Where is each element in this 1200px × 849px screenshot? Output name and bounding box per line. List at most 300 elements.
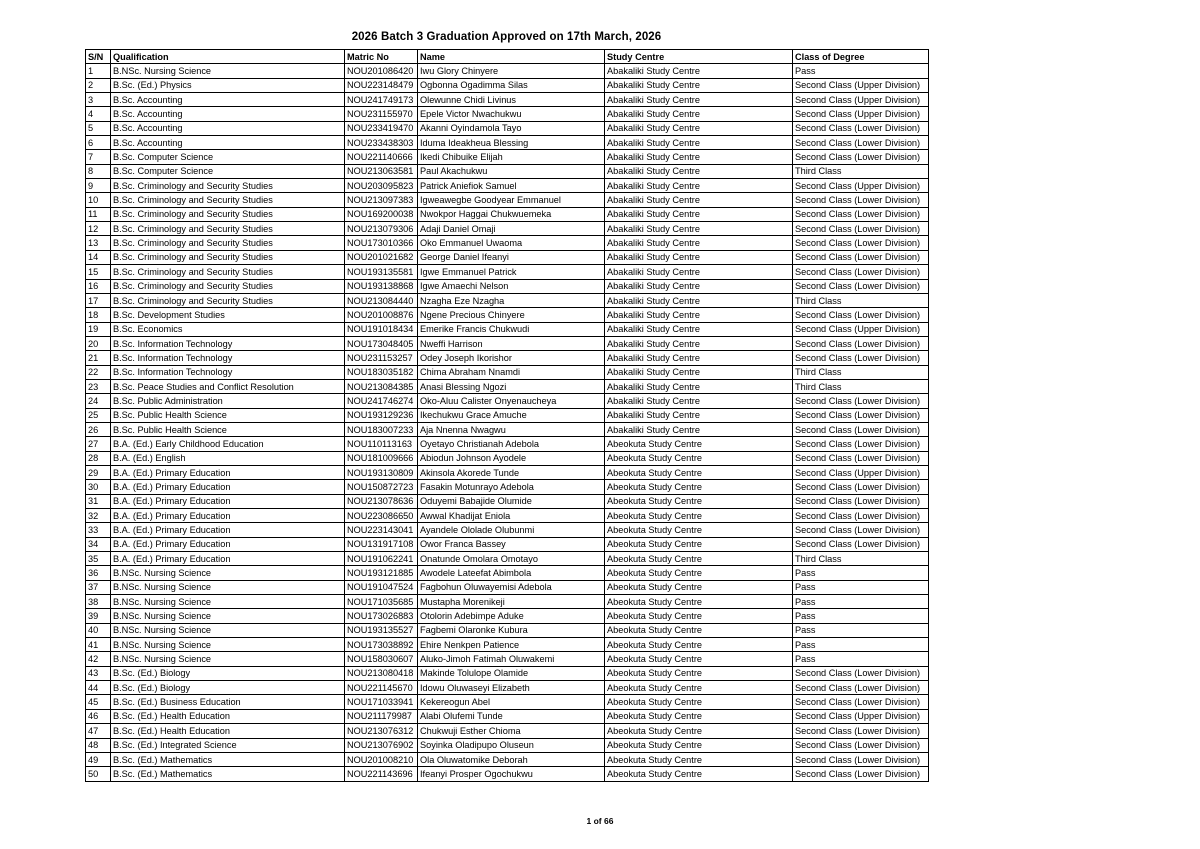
cell-matric-no: NOU221145670 xyxy=(345,681,418,695)
table-row xyxy=(86,752,929,766)
table-row xyxy=(86,351,929,365)
cell-class-of-degree: Pass xyxy=(793,580,929,594)
cell-qualification: B.Sc. Criminology and Security Studies xyxy=(111,236,345,250)
table-row xyxy=(86,681,929,695)
cell-study-centre: Abeokuta Study Centre xyxy=(605,638,793,652)
cell-name: Oduyemi Babajide Olumide xyxy=(418,494,605,508)
cell-qualification: B.Sc. (Ed.) Mathematics xyxy=(111,767,345,781)
cell-name: Iduma Ideakheua Blessing xyxy=(418,136,605,150)
cell-study-centre: Abeokuta Study Centre xyxy=(605,666,793,680)
cell-sn: 22 xyxy=(86,365,111,379)
cell-matric-no: NOU173038892 xyxy=(345,638,418,652)
cell-sn: 6 xyxy=(86,136,111,150)
cell-name: Fagbemi Olaronke Kubura xyxy=(418,623,605,637)
cell-qualification: B.Sc. (Ed.) Health Education xyxy=(111,709,345,723)
cell-matric-no: NOU158030607 xyxy=(345,652,418,666)
cell-sn: 33 xyxy=(86,523,111,537)
cell-name: Olewunne Chidi Livinus xyxy=(418,93,605,107)
cell-sn: 29 xyxy=(86,465,111,479)
cell-class-of-degree: Second Class (Lower Division) xyxy=(793,279,929,293)
cell-sn: 40 xyxy=(86,623,111,637)
cell-name: Igwe Emmanuel Patrick xyxy=(418,265,605,279)
cell-qualification: B.Sc. Public Health Science xyxy=(111,422,345,436)
cell-matric-no: NOU213080418 xyxy=(345,666,418,680)
cell-name: Adaji Daniel Omaji xyxy=(418,222,605,236)
cell-class-of-degree: Second Class (Upper Division) xyxy=(793,93,929,107)
cell-class-of-degree: Pass xyxy=(793,638,929,652)
cell-class-of-degree: Second Class (Lower Division) xyxy=(793,767,929,781)
cell-name: Odey Joseph Ikorishor xyxy=(418,351,605,365)
table-row xyxy=(86,451,929,465)
cell-class-of-degree: Second Class (Lower Division) xyxy=(793,480,929,494)
table-row xyxy=(86,738,929,752)
cell-qualification: B.NSc. Nursing Science xyxy=(111,652,345,666)
cell-qualification: B.NSc. Nursing Science xyxy=(111,64,345,78)
cell-qualification: B.A. (Ed.) Primary Education xyxy=(111,494,345,508)
column-header-sn: S/N xyxy=(86,50,111,64)
cell-qualification: B.Sc. Criminology and Security Studies xyxy=(111,293,345,307)
cell-class-of-degree: Second Class (Lower Division) xyxy=(793,336,929,350)
table-row xyxy=(86,207,929,221)
cell-study-centre: Abeokuta Study Centre xyxy=(605,523,793,537)
cell-qualification: B.Sc. (Ed.) Business Education xyxy=(111,695,345,709)
cell-class-of-degree: Second Class (Lower Division) xyxy=(793,236,929,250)
cell-name: Ifeanyi Prosper Ogochukwu xyxy=(418,767,605,781)
table-row xyxy=(86,394,929,408)
table-row xyxy=(86,422,929,436)
cell-qualification: B.A. (Ed.) Primary Education xyxy=(111,552,345,566)
cell-study-centre: Abakaliki Study Centre xyxy=(605,150,793,164)
table-row xyxy=(86,336,929,350)
cell-sn: 3 xyxy=(86,93,111,107)
cell-qualification: B.Sc. (Ed.) Biology xyxy=(111,681,345,695)
cell-class-of-degree: Pass xyxy=(793,566,929,580)
cell-study-centre: Abeokuta Study Centre xyxy=(605,580,793,594)
cell-study-centre: Abeokuta Study Centre xyxy=(605,752,793,766)
cell-matric-no: NOU213076312 xyxy=(345,724,418,738)
cell-study-centre: Abakaliki Study Centre xyxy=(605,422,793,436)
cell-study-centre: Abeokuta Study Centre xyxy=(605,537,793,551)
cell-name: George Daniel Ifeanyi xyxy=(418,250,605,264)
cell-matric-no: NOU150872723 xyxy=(345,480,418,494)
cell-study-centre: Abeokuta Study Centre xyxy=(605,465,793,479)
cell-study-centre: Abeokuta Study Centre xyxy=(605,709,793,723)
cell-qualification: B.A. (Ed.) Primary Education xyxy=(111,465,345,479)
cell-class-of-degree: Second Class (Lower Division) xyxy=(793,121,929,135)
cell-study-centre: Abeokuta Study Centre xyxy=(605,623,793,637)
cell-name: Iwu Glory Chinyere xyxy=(418,64,605,78)
cell-matric-no: NOU201086420 xyxy=(345,64,418,78)
cell-matric-no: NOU171035685 xyxy=(345,595,418,609)
table-row xyxy=(86,709,929,723)
cell-class-of-degree: Second Class (Lower Division) xyxy=(793,422,929,436)
cell-name: Soyinka Oladipupo Oluseun xyxy=(418,738,605,752)
table-row xyxy=(86,265,929,279)
cell-name: Patrick Aniefiok Samuel xyxy=(418,179,605,193)
cell-class-of-degree: Second Class (Lower Division) xyxy=(793,308,929,322)
table-row xyxy=(86,279,929,293)
cell-class-of-degree: Third Class xyxy=(793,552,929,566)
cell-class-of-degree: Second Class (Lower Division) xyxy=(793,351,929,365)
cell-name: Nweffi Harrison xyxy=(418,336,605,350)
cell-qualification: B.NSc. Nursing Science xyxy=(111,595,345,609)
cell-name: Paul Akachukwu xyxy=(418,164,605,178)
table-header xyxy=(86,50,929,64)
cell-matric-no: NOU183035182 xyxy=(345,365,418,379)
cell-study-centre: Abakaliki Study Centre xyxy=(605,265,793,279)
cell-matric-no: NOU193129236 xyxy=(345,408,418,422)
cell-qualification: B.Sc. Peace Studies and Conflict Resolution xyxy=(111,379,345,393)
cell-matric-no: NOU241746274 xyxy=(345,394,418,408)
cell-matric-no: NOU193130809 xyxy=(345,465,418,479)
cell-name: Ikechukwu Grace Amuche xyxy=(418,408,605,422)
cell-matric-no: NOU213097383 xyxy=(345,193,418,207)
cell-sn: 7 xyxy=(86,150,111,164)
table-row xyxy=(86,480,929,494)
table-row xyxy=(86,322,929,336)
cell-study-centre: Abakaliki Study Centre xyxy=(605,193,793,207)
cell-qualification: B.Sc. Public Administration xyxy=(111,394,345,408)
table-row xyxy=(86,566,929,580)
cell-study-centre: Abakaliki Study Centre xyxy=(605,64,793,78)
cell-class-of-degree: Second Class (Lower Division) xyxy=(793,738,929,752)
cell-qualification: B.Sc. (Ed.) Physics xyxy=(111,78,345,92)
table-row xyxy=(86,93,929,107)
table-row xyxy=(86,107,929,121)
cell-class-of-degree: Pass xyxy=(793,652,929,666)
column-header-study-centre: Study Centre xyxy=(605,50,793,64)
column-header-class-of-degree: Class of Degree xyxy=(793,50,929,64)
cell-matric-no: NOU201008210 xyxy=(345,752,418,766)
cell-class-of-degree: Second Class (Lower Division) xyxy=(793,695,929,709)
cell-qualification: B.Sc. Criminology and Security Studies xyxy=(111,179,345,193)
cell-class-of-degree: Second Class (Lower Division) xyxy=(793,394,929,408)
cell-sn: 21 xyxy=(86,351,111,365)
cell-matric-no: NOU241749173 xyxy=(345,93,418,107)
cell-sn: 49 xyxy=(86,752,111,766)
table-row xyxy=(86,222,929,236)
table-row xyxy=(86,494,929,508)
cell-name: Owor Franca Bassey xyxy=(418,537,605,551)
table-row xyxy=(86,724,929,738)
cell-name: Aja Nnenna Nwagwu xyxy=(418,422,605,436)
cell-study-centre: Abeokuta Study Centre xyxy=(605,480,793,494)
cell-class-of-degree: Second Class (Lower Division) xyxy=(793,681,929,695)
cell-sn: 50 xyxy=(86,767,111,781)
cell-class-of-degree: Second Class (Lower Division) xyxy=(793,193,929,207)
cell-matric-no: NOU213079306 xyxy=(345,222,418,236)
cell-qualification: B.Sc. Information Technology xyxy=(111,351,345,365)
cell-class-of-degree: Third Class xyxy=(793,164,929,178)
cell-sn: 34 xyxy=(86,537,111,551)
cell-name: Idowu Oluwaseyi Elizabeth xyxy=(418,681,605,695)
table-row xyxy=(86,379,929,393)
cell-study-centre: Abeokuta Study Centre xyxy=(605,566,793,580)
cell-matric-no: NOU201008876 xyxy=(345,308,418,322)
cell-sn: 27 xyxy=(86,437,111,451)
cell-class-of-degree: Second Class (Lower Division) xyxy=(793,509,929,523)
cell-study-centre: Abakaliki Study Centre xyxy=(605,336,793,350)
cell-sn: 39 xyxy=(86,609,111,623)
cell-class-of-degree: Second Class (Upper Division) xyxy=(793,107,929,121)
cell-qualification: B.A. (Ed.) Primary Education xyxy=(111,537,345,551)
cell-name: Alabi Olufemi Tunde xyxy=(418,709,605,723)
cell-name: Akinsola Akorede Tunde xyxy=(418,465,605,479)
cell-sn: 12 xyxy=(86,222,111,236)
cell-name: Aluko-Jimoh Fatimah Oluwakemi xyxy=(418,652,605,666)
cell-study-centre: Abakaliki Study Centre xyxy=(605,365,793,379)
cell-matric-no: NOU183007233 xyxy=(345,422,418,436)
cell-study-centre: Abeokuta Study Centre xyxy=(605,451,793,465)
cell-study-centre: Abakaliki Study Centre xyxy=(605,394,793,408)
cell-name: Igwe Amaechi Nelson xyxy=(418,279,605,293)
cell-sn: 38 xyxy=(86,595,111,609)
cell-qualification: B.Sc. Public Health Science xyxy=(111,408,345,422)
cell-study-centre: Abakaliki Study Centre xyxy=(605,351,793,365)
cell-name: Chima Abraham Nnamdi xyxy=(418,365,605,379)
cell-study-centre: Abakaliki Study Centre xyxy=(605,78,793,92)
cell-sn: 4 xyxy=(86,107,111,121)
cell-study-centre: Abeokuta Study Centre xyxy=(605,695,793,709)
cell-matric-no: NOU173026883 xyxy=(345,609,418,623)
cell-name: Awwal Khadijat Eniola xyxy=(418,509,605,523)
cell-name: Anasi Blessing Ngozi xyxy=(418,379,605,393)
cell-matric-no: NOU221143696 xyxy=(345,767,418,781)
document-title: 2026 Batch 3 Graduation Approved on 17th March, 2026 xyxy=(351,31,662,43)
cell-qualification: B.NSc. Nursing Science xyxy=(111,623,345,637)
cell-matric-no: NOU191047524 xyxy=(345,580,418,594)
cell-sn: 32 xyxy=(86,509,111,523)
table-row xyxy=(86,523,929,537)
cell-sn: 30 xyxy=(86,480,111,494)
cell-matric-no: NOU173010366 xyxy=(345,236,418,250)
cell-name: Nzagha Eze Nzagha xyxy=(418,293,605,307)
cell-sn: 14 xyxy=(86,250,111,264)
cell-sn: 23 xyxy=(86,379,111,393)
cell-sn: 26 xyxy=(86,422,111,436)
table-row xyxy=(86,552,929,566)
cell-study-centre: Abeokuta Study Centre xyxy=(605,595,793,609)
cell-sn: 19 xyxy=(86,322,111,336)
cell-name: Nwokpor Haggai Chukwuemeka xyxy=(418,207,605,221)
cell-sn: 20 xyxy=(86,336,111,350)
cell-sn: 9 xyxy=(86,179,111,193)
cell-sn: 18 xyxy=(86,308,111,322)
cell-class-of-degree: Second Class (Lower Division) xyxy=(793,494,929,508)
cell-class-of-degree: Second Class (Upper Division) xyxy=(793,78,929,92)
cell-class-of-degree: Second Class (Lower Division) xyxy=(793,437,929,451)
cell-matric-no: NOU110113163 xyxy=(345,437,418,451)
cell-qualification: B.A. (Ed.) English xyxy=(111,451,345,465)
table-row xyxy=(86,236,929,250)
cell-class-of-degree: Second Class (Lower Division) xyxy=(793,523,929,537)
cell-name: Mustapha Morenikeji xyxy=(418,595,605,609)
cell-study-centre: Abakaliki Study Centre xyxy=(605,293,793,307)
cell-matric-no: NOU233438303 xyxy=(345,136,418,150)
table-row xyxy=(86,537,929,551)
table-row xyxy=(86,580,929,594)
cell-sn: 8 xyxy=(86,164,111,178)
cell-name: Ikedi Chibuike Elijah xyxy=(418,150,605,164)
cell-study-centre: Abeokuta Study Centre xyxy=(605,767,793,781)
cell-name: Ehire Nenkpen Patience xyxy=(418,638,605,652)
cell-matric-no: NOU191018434 xyxy=(345,322,418,336)
cell-study-centre: Abakaliki Study Centre xyxy=(605,250,793,264)
cell-qualification: B.Sc. Criminology and Security Studies xyxy=(111,265,345,279)
cell-sn: 24 xyxy=(86,394,111,408)
table-body xyxy=(86,64,929,781)
cell-name: Oko-Aluu Calister Onyenaucheya xyxy=(418,394,605,408)
cell-qualification: B.A. (Ed.) Primary Education xyxy=(111,523,345,537)
cell-sn: 45 xyxy=(86,695,111,709)
cell-sn: 43 xyxy=(86,666,111,680)
cell-qualification: B.Sc. (Ed.) Health Education xyxy=(111,724,345,738)
column-header-matric-no: Matric No xyxy=(345,50,418,64)
cell-name: Makinde Tolulope Olamide xyxy=(418,666,605,680)
cell-sn: 10 xyxy=(86,193,111,207)
cell-qualification: B.NSc. Nursing Science xyxy=(111,609,345,623)
cell-matric-no: NOU131917108 xyxy=(345,537,418,551)
cell-sn: 37 xyxy=(86,580,111,594)
table-row xyxy=(86,193,929,207)
table-row xyxy=(86,408,929,422)
table-row xyxy=(86,666,929,680)
cell-class-of-degree: Second Class (Lower Division) xyxy=(793,752,929,766)
cell-qualification: B.Sc. Criminology and Security Studies xyxy=(111,250,345,264)
cell-sn: 16 xyxy=(86,279,111,293)
cell-sn: 2 xyxy=(86,78,111,92)
cell-class-of-degree: Second Class (Upper Division) xyxy=(793,465,929,479)
cell-study-centre: Abakaliki Study Centre xyxy=(605,107,793,121)
cell-class-of-degree: Second Class (Lower Division) xyxy=(793,250,929,264)
cell-matric-no: NOU231155970 xyxy=(345,107,418,121)
cell-class-of-degree: Pass xyxy=(793,595,929,609)
page-number: 1 of 66 xyxy=(586,816,614,826)
cell-matric-no: NOU223086650 xyxy=(345,509,418,523)
cell-name: Emerike Francis Chukwudi xyxy=(418,322,605,336)
cell-study-centre: Abakaliki Study Centre xyxy=(605,179,793,193)
cell-qualification: B.NSc. Nursing Science xyxy=(111,566,345,580)
table-row xyxy=(86,293,929,307)
cell-qualification: B.A. (Ed.) Early Childhood Education xyxy=(111,437,345,451)
cell-class-of-degree: Second Class (Lower Division) xyxy=(793,136,929,150)
cell-class-of-degree: Second Class (Lower Division) xyxy=(793,408,929,422)
cell-qualification: B.Sc. Accounting xyxy=(111,107,345,121)
cell-matric-no: NOU171033941 xyxy=(345,695,418,709)
cell-qualification: B.Sc. Criminology and Security Studies xyxy=(111,279,345,293)
cell-matric-no: NOU213084385 xyxy=(345,379,418,393)
cell-sn: 41 xyxy=(86,638,111,652)
cell-sn: 28 xyxy=(86,451,111,465)
cell-sn: 46 xyxy=(86,709,111,723)
cell-class-of-degree: Second Class (Lower Division) xyxy=(793,265,929,279)
cell-qualification: B.Sc. Criminology and Security Studies xyxy=(111,222,345,236)
table-row xyxy=(86,179,929,193)
cell-sn: 15 xyxy=(86,265,111,279)
cell-class-of-degree: Second Class (Upper Division) xyxy=(793,709,929,723)
cell-qualification: B.Sc. Information Technology xyxy=(111,336,345,350)
cell-name: Awodele Lateefat Abimbola xyxy=(418,566,605,580)
table-row xyxy=(86,365,929,379)
cell-matric-no: NOU193121885 xyxy=(345,566,418,580)
cell-study-centre: Abakaliki Study Centre xyxy=(605,207,793,221)
cell-matric-no: NOU181009666 xyxy=(345,451,418,465)
cell-class-of-degree: Second Class (Lower Division) xyxy=(793,451,929,465)
table-row xyxy=(86,150,929,164)
cell-qualification: B.Sc. Criminology and Security Studies xyxy=(111,193,345,207)
cell-qualification: B.Sc. Development Studies xyxy=(111,308,345,322)
graduation-table xyxy=(85,49,929,782)
table-row xyxy=(86,595,929,609)
cell-qualification: B.Sc. (Ed.) Mathematics xyxy=(111,752,345,766)
cell-sn: 25 xyxy=(86,408,111,422)
cell-study-centre: Abakaliki Study Centre xyxy=(605,379,793,393)
cell-class-of-degree: Second Class (Lower Division) xyxy=(793,666,929,680)
cell-matric-no: NOU193135581 xyxy=(345,265,418,279)
cell-matric-no: NOU223148479 xyxy=(345,78,418,92)
cell-name: Chukwuji Esther Chioma xyxy=(418,724,605,738)
cell-class-of-degree: Pass xyxy=(793,609,929,623)
cell-class-of-degree: Second Class (Lower Division) xyxy=(793,150,929,164)
cell-matric-no: NOU201021682 xyxy=(345,250,418,264)
cell-class-of-degree: Second Class (Lower Division) xyxy=(793,222,929,236)
cell-sn: 13 xyxy=(86,236,111,250)
cell-class-of-degree: Third Class xyxy=(793,365,929,379)
cell-study-centre: Abakaliki Study Centre xyxy=(605,279,793,293)
cell-qualification: B.A. (Ed.) Primary Education xyxy=(111,480,345,494)
cell-study-centre: Abeokuta Study Centre xyxy=(605,609,793,623)
cell-matric-no: NOU211179987 xyxy=(345,709,418,723)
table-row xyxy=(86,136,929,150)
cell-sn: 5 xyxy=(86,121,111,135)
cell-class-of-degree: Second Class (Upper Division) xyxy=(793,322,929,336)
cell-name: Abiodun Johnson Ayodele xyxy=(418,451,605,465)
table-row xyxy=(86,121,929,135)
cell-study-centre: Abakaliki Study Centre xyxy=(605,93,793,107)
cell-sn: 11 xyxy=(86,207,111,221)
cell-name: Ogbonna Ogadimma Silas xyxy=(418,78,605,92)
cell-qualification: B.Sc. Computer Science xyxy=(111,164,345,178)
cell-study-centre: Abeokuta Study Centre xyxy=(605,738,793,752)
cell-study-centre: Abeokuta Study Centre xyxy=(605,652,793,666)
cell-name: Oyetayo Christianah Adebola xyxy=(418,437,605,451)
cell-study-centre: Abakaliki Study Centre xyxy=(605,222,793,236)
cell-qualification: B.Sc. Information Technology xyxy=(111,365,345,379)
cell-study-centre: Abakaliki Study Centre xyxy=(605,408,793,422)
cell-study-centre: Abeokuta Study Centre xyxy=(605,509,793,523)
table-row xyxy=(86,652,929,666)
cell-name: Fasakin Motunrayo Adebola xyxy=(418,480,605,494)
cell-matric-no: NOU193135527 xyxy=(345,623,418,637)
cell-qualification: B.NSc. Nursing Science xyxy=(111,580,345,594)
cell-study-centre: Abeokuta Study Centre xyxy=(605,552,793,566)
cell-name: Fagbohun Oluwayemisi Adebola xyxy=(418,580,605,594)
cell-qualification: B.Sc. Accounting xyxy=(111,121,345,135)
cell-sn: 31 xyxy=(86,494,111,508)
cell-study-centre: Abakaliki Study Centre xyxy=(605,121,793,135)
cell-qualification: B.Sc. Economics xyxy=(111,322,345,336)
cell-class-of-degree: Second Class (Lower Division) xyxy=(793,207,929,221)
cell-class-of-degree: Third Class xyxy=(793,379,929,393)
cell-name: Oko Emmanuel Uwaoma xyxy=(418,236,605,250)
cell-matric-no: NOU173048405 xyxy=(345,336,418,350)
cell-name: Otolorin Adebimpe Aduke xyxy=(418,609,605,623)
table-row xyxy=(86,695,929,709)
cell-study-centre: Abakaliki Study Centre xyxy=(605,136,793,150)
cell-qualification: B.A. (Ed.) Primary Education xyxy=(111,509,345,523)
cell-qualification: B.Sc. Criminology and Security Studies xyxy=(111,207,345,221)
cell-qualification: B.Sc. (Ed.) Biology xyxy=(111,666,345,680)
